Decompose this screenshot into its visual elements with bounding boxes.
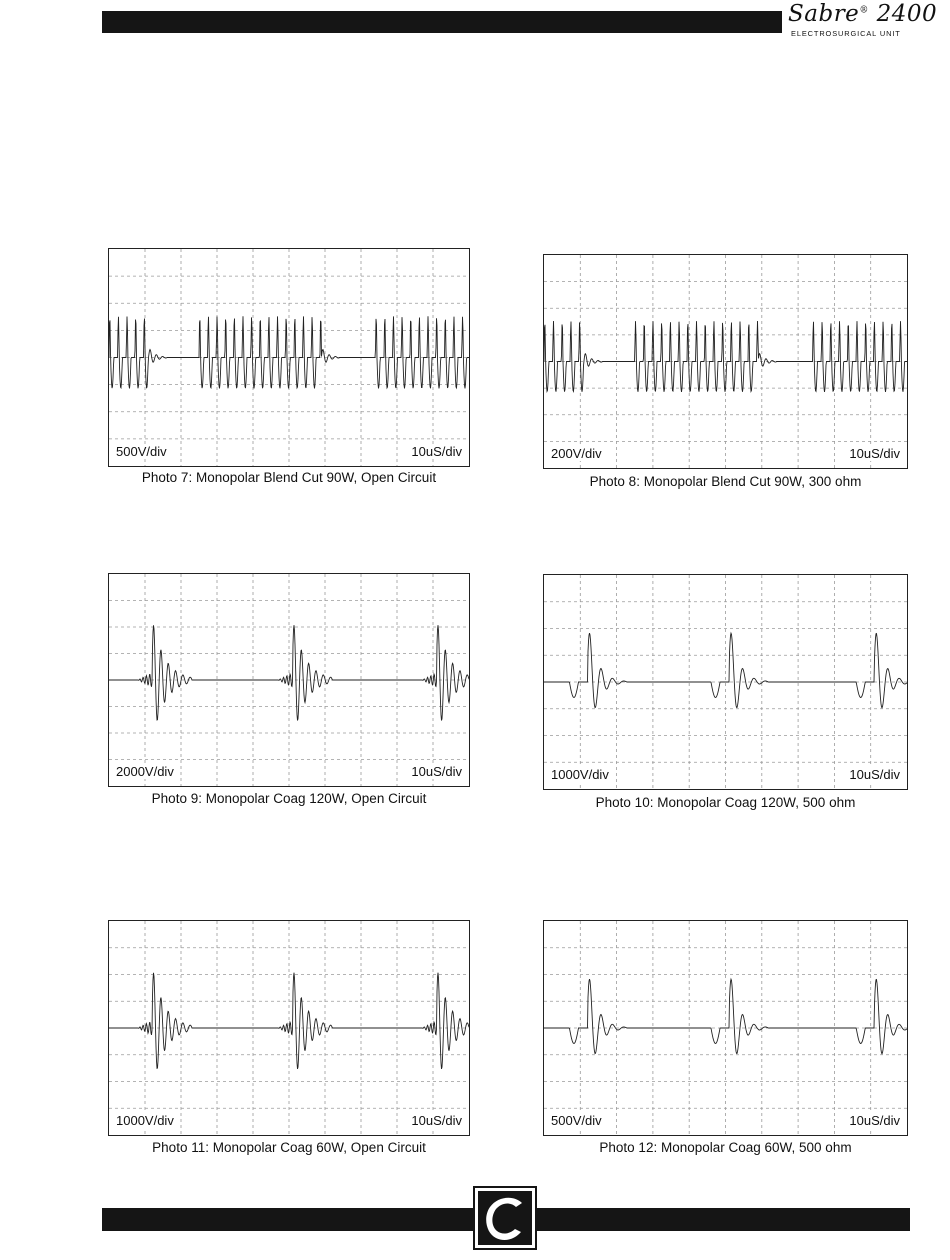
time-per-div-label: 10uS/div: [849, 1113, 900, 1128]
photo-caption: Photo 10: Monopolar Coag 120W, 500 ohm: [595, 795, 856, 810]
volts-per-div-label: 1000V/div: [551, 767, 609, 782]
brand-logo: [784, 1, 938, 42]
photo-11: [108, 920, 470, 1160]
brand-name-text: Sabre: [788, 1, 860, 27]
photo-caption: Photo 11: Monopolar Coag 60W, Open Circuit: [152, 1140, 426, 1155]
photo-10: [543, 574, 908, 814]
brand-subtitle: ELECTROSURGICAL UNIT: [791, 29, 901, 38]
waveform-graph: [109, 921, 469, 1135]
photo-caption: Photo 8: Monopolar Blend Cut 90W, 300 ohm: [589, 474, 862, 489]
waveform-graph: [544, 255, 907, 468]
time-per-div-label: 10uS/div: [411, 1113, 462, 1128]
photo-8: [543, 254, 908, 496]
header-bar: [102, 11, 782, 33]
registered-mark-icon: ®: [859, 5, 869, 16]
time-per-div-label: 10uS/div: [849, 767, 900, 782]
volts-per-div-label: 2000V/div: [116, 764, 174, 779]
waveform-graph: [109, 249, 469, 466]
photo-caption: Photo 7: Monopolar Blend Cut 90W, Open Circuit: [141, 470, 437, 485]
photo-7: [108, 248, 470, 490]
photo-caption: Photo 9: Monopolar Coag 120W, Open Circuit: [151, 791, 427, 806]
waveform-graph: [544, 575, 907, 789]
photo-12: [543, 920, 908, 1160]
time-per-div-label: 10uS/div: [411, 764, 462, 779]
c-logo-icon: [478, 1191, 532, 1245]
company-c-logo-icon: [475, 1188, 535, 1248]
photo-9: [108, 573, 470, 813]
volts-per-div-label: 500V/div: [116, 444, 167, 459]
oscilloscope-screen: [543, 254, 908, 469]
waveform-trace: [544, 321, 907, 392]
volts-per-div-label: 200V/div: [551, 446, 602, 461]
brand-name: [788, 1, 937, 27]
volts-per-div-label: 1000V/div: [116, 1113, 174, 1128]
time-per-div-label: 10uS/div: [411, 444, 462, 459]
oscilloscope-screen: [108, 920, 470, 1136]
oscilloscope-screen: [108, 573, 470, 787]
photo-caption: Photo 12: Monopolar Coag 60W, 500 ohm: [599, 1140, 852, 1155]
time-per-div-label: 10uS/div: [849, 446, 900, 461]
oscilloscope-screen: [543, 574, 908, 790]
oscilloscope-screen: [108, 248, 470, 467]
volts-per-div-label: 500V/div: [551, 1113, 602, 1128]
waveform-graph: [109, 574, 469, 786]
waveform-graph: [544, 921, 907, 1135]
brand-model: 2400: [876, 1, 938, 27]
oscilloscope-screen: [543, 920, 908, 1136]
